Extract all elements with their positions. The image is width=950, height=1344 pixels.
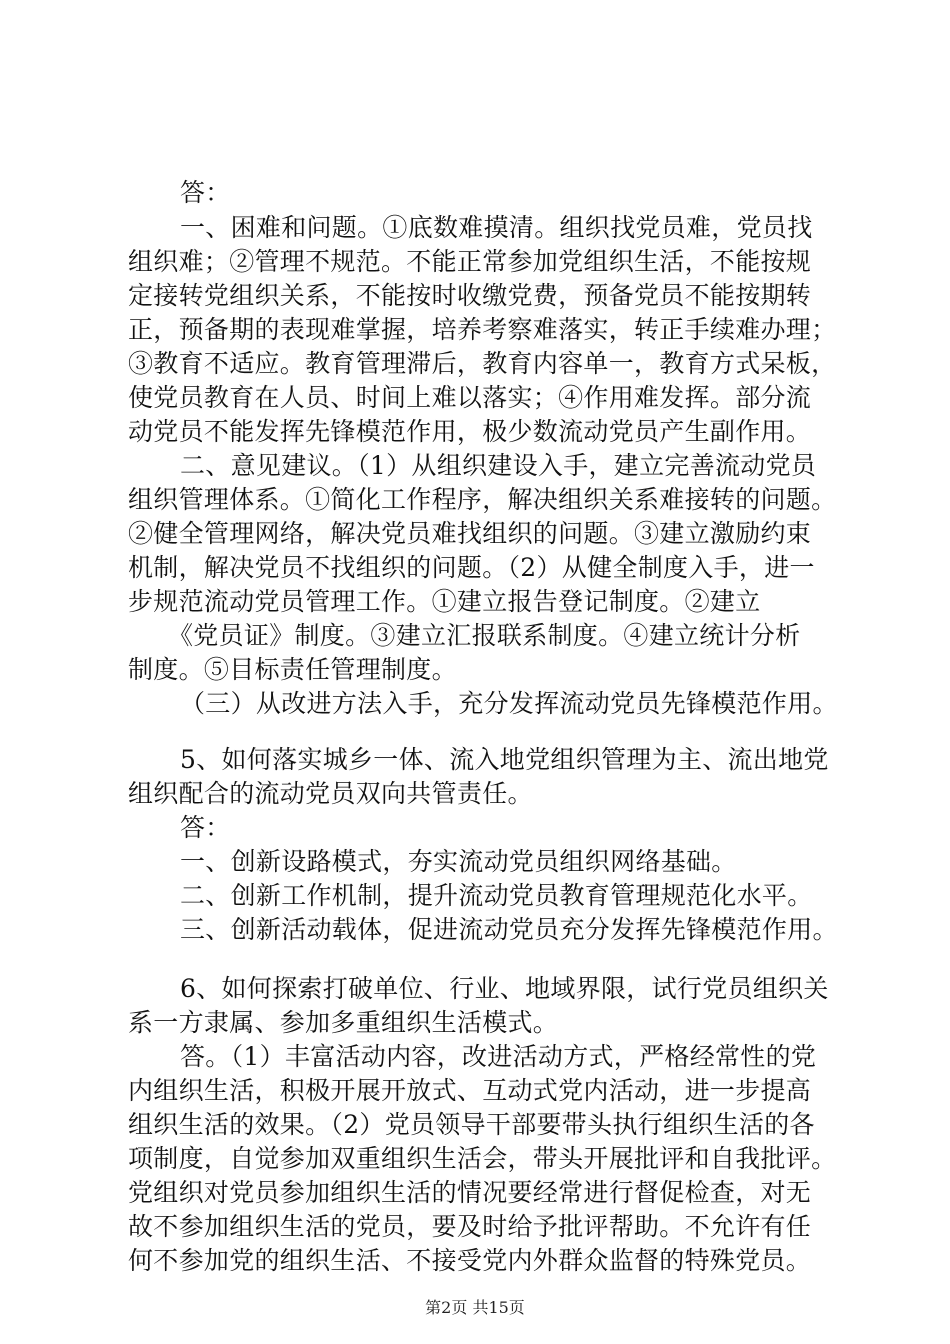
paragraph-line: 《党员证》制度。③建立汇报联系制度。④建立统计分析 <box>168 621 801 650</box>
paragraph-line: 答： <box>180 813 231 842</box>
question-line: 系一方隶属、参加多重组织生活模式。 <box>128 1008 559 1037</box>
paragraph-line: 项制度，自觉参加双重组织生活会，带头开展批评和自我批评。 <box>128 1144 837 1173</box>
paragraph-line: 答： <box>180 178 231 207</box>
paragraph-line: 组织管理体系。①简化工作程序，解决组织关系难接转的问题。 <box>128 485 837 514</box>
paragraph-line: 组织生活的效果。（2）党员领导干部要带头执行组织生活的各 <box>128 1110 815 1139</box>
paragraph-line: 定接转党组织关系，不能按时收缴党费，预备党员不能按期转 <box>128 281 812 310</box>
paragraph-line: 内组织生活，积极开展开放式、互动式党内活动，进一步提高 <box>128 1076 812 1105</box>
question-line: 组织配合的流动党员双向共管责任。 <box>128 779 533 808</box>
question-line: 5、如何落实城乡一体、流入地党组织管理为主、流出地党 <box>180 745 829 774</box>
paragraph-line: 步规范流动党员管理工作。①建立报告登记制度。②建立 <box>128 587 761 616</box>
question-line: 6、如何探索打破单位、行业、地域界限，试行党员组织关 <box>180 974 829 1003</box>
page-footer: 第2页 共15页 <box>425 1298 525 1317</box>
paragraph-line: 党组织对党员参加组织生活的情况要经常进行督促检查，对无 <box>128 1178 812 1207</box>
paragraph-line: ②健全管理网络，解决党员难找组织的问题。③建立激励约束 <box>128 519 812 548</box>
paragraph-line: 组织难；②管理不规范。不能正常参加党组织生活，不能按规 <box>128 247 812 276</box>
paragraph-line: 机制，解决党员不找组织的问题。（2）从健全制度入手，进一 <box>128 553 815 582</box>
paragraph-line: 一、困难和问题。①底数难摸清。组织找党员难，党员找 <box>180 213 813 242</box>
paragraph-line: 动党员不能发挥先锋模范作用，极少数流动党员产生副作用。 <box>128 417 812 446</box>
paragraph-line: 二、意见建议。（1）从组织建设入手，建立完善流动党员 <box>180 451 817 480</box>
paragraph-line: 制度。⑤目标责任管理制度。 <box>128 655 457 684</box>
paragraph-line: （三）从改进方法入手，充分发挥流动党员先锋模范作用。 <box>180 689 838 718</box>
paragraph-line: 二、创新工作机制，提升流动党员教育管理规范化水平。 <box>180 881 813 910</box>
paragraph-line: 一、创新设路模式，夯实流动党员组织网络基础。 <box>180 847 737 876</box>
paragraph-line: ③教育不适应。教育管理滞后，教育内容单一，教育方式呆板， <box>128 349 837 378</box>
paragraph-line: 三、创新活动载体，促进流动党员充分发挥先锋模范作用。 <box>180 915 838 944</box>
paragraph-line: 故不参加组织生活的党员，要及时给予批评帮助。不允许有任 <box>128 1212 812 1241</box>
paragraph-line: 答。（1）丰富活动内容，改进活动方式，严格经常性的党 <box>180 1042 817 1071</box>
paragraph-line: 正，预备期的表现难掌握，培养考察难落实，转正手续难办理； <box>128 315 837 344</box>
paragraph-line: 使党员教育在人员、时间上难以落实；④作用难发挥。部分流 <box>128 383 812 412</box>
paragraph-line: 何不参加党的组织生活、不接受党内外群众监督的特殊党员。 <box>128 1246 812 1275</box>
